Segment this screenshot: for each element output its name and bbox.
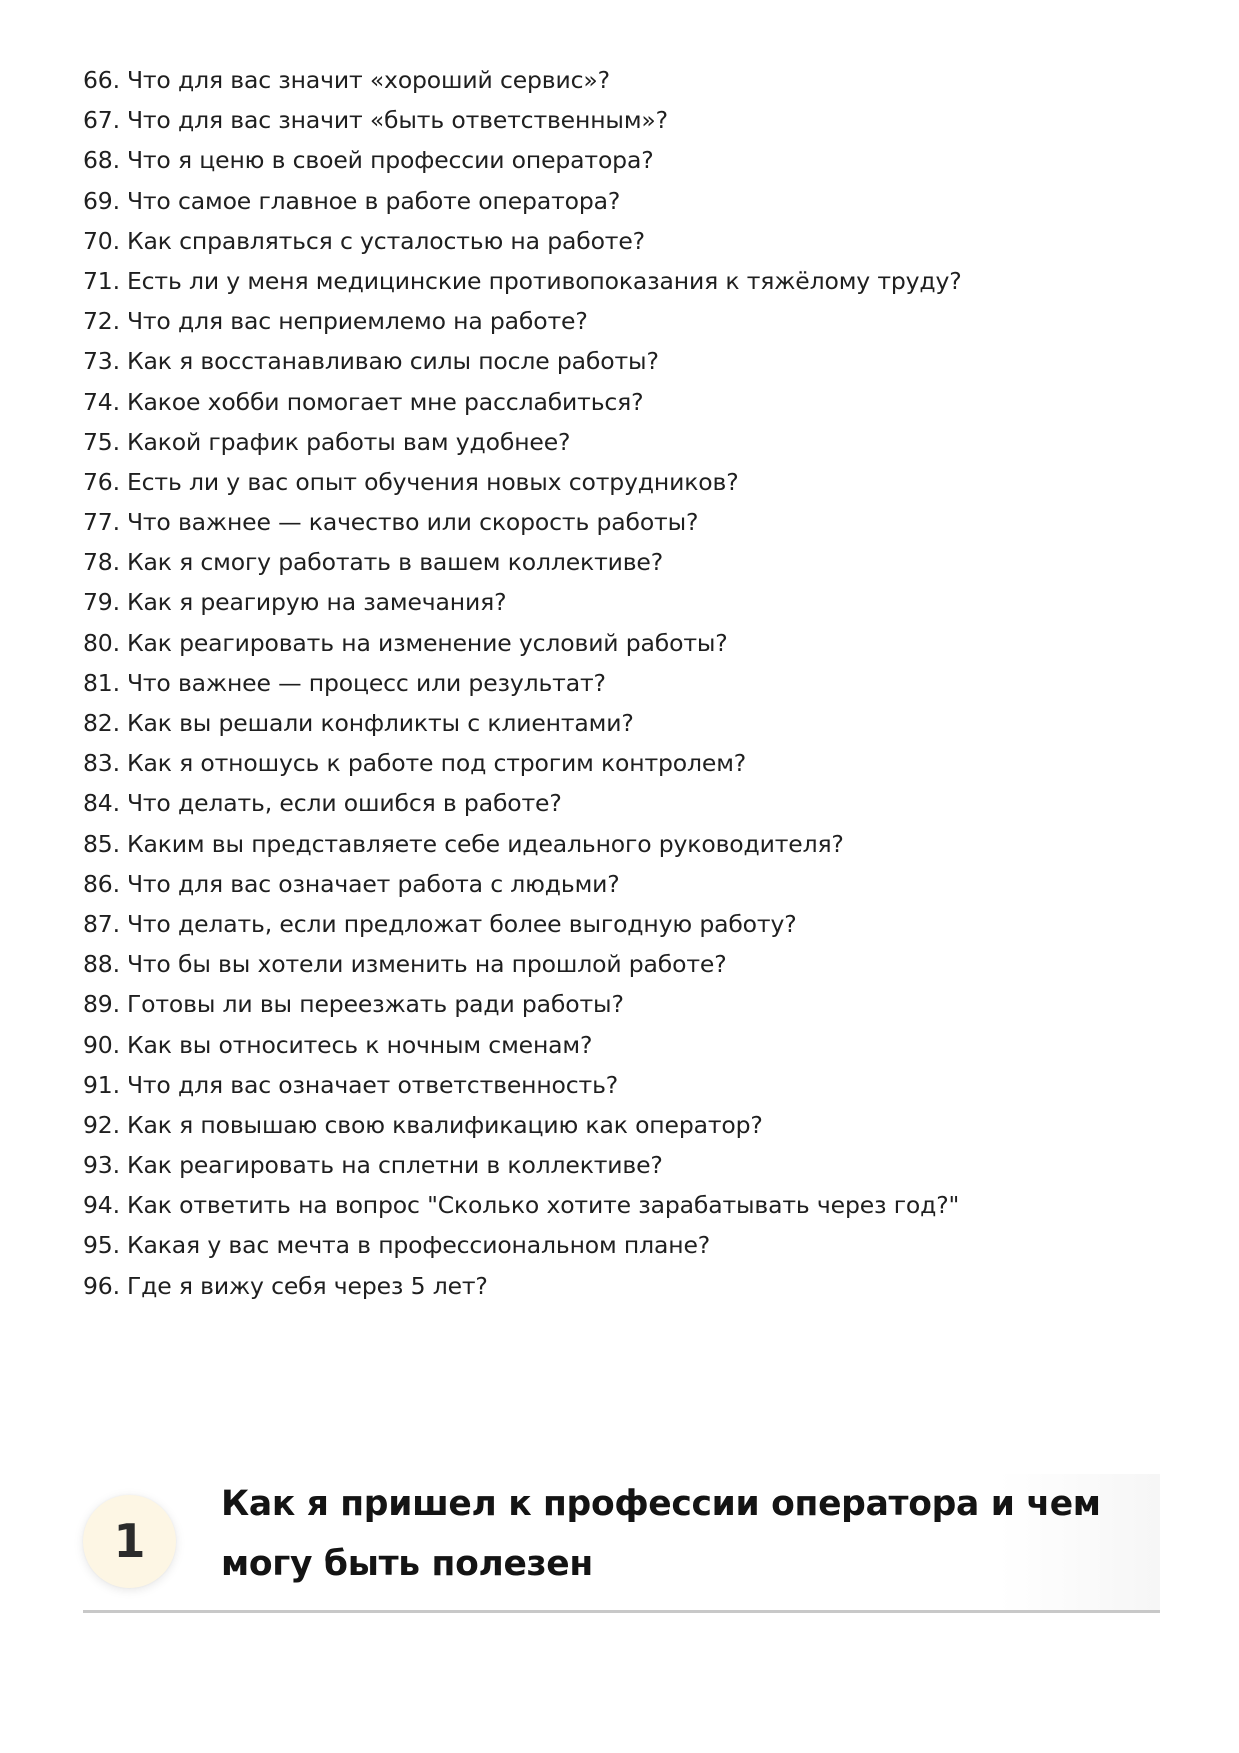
list-item [83, 341, 962, 381]
item-number: 79. [83, 588, 120, 617]
item-text: Как ответить на вопрос "Сколько хотите зарабатывать через год?" [126, 1191, 960, 1220]
item-text: Как вы относитесь к ночным сменам? [126, 1030, 593, 1059]
section-number-badge: 1 [83, 1495, 176, 1588]
list-item [83, 301, 962, 341]
list-item [83, 502, 962, 542]
item-text: Какое хобби помогает мне расслабиться? [126, 387, 644, 416]
list-item [83, 1225, 962, 1265]
item-text: Как я восстанавливаю силы после работы? [126, 347, 659, 376]
item-text: Как справляться с усталостью на работе? [126, 226, 645, 255]
list-item [83, 1065, 962, 1105]
item-text: Как реагировать на сплетни в коллективе? [126, 1151, 663, 1180]
item-number: 83. [83, 749, 120, 778]
list-item [83, 1185, 962, 1225]
item-number: 75. [83, 427, 120, 456]
item-text: Где я вижу себя через 5 лет? [126, 1271, 488, 1300]
item-text: Что для вас означает ответственность? [126, 1070, 619, 1099]
item-number: 91. [83, 1070, 120, 1099]
list-item [83, 984, 962, 1024]
item-number: 67. [83, 106, 120, 135]
item-text: Как я повышаю свою квалификацию как оператор? [126, 1110, 763, 1139]
item-text: Есть ли у вас опыт обучения новых сотрудников? [126, 467, 739, 496]
list-item [83, 542, 962, 582]
item-number: 94. [83, 1191, 120, 1220]
item-number: 73. [83, 347, 120, 376]
item-number: 92. [83, 1110, 120, 1139]
item-text: Как я отношусь к работе под строгим контролем? [126, 749, 747, 778]
list-item [83, 1025, 962, 1065]
list-item [83, 1266, 962, 1306]
item-number: 85. [83, 829, 120, 858]
list-item [83, 221, 962, 261]
item-text: Что делать, если предложат более выгодную работу? [126, 909, 797, 938]
item-text: Что для вас неприемлемо на работе? [126, 307, 588, 336]
item-text: Как я смогу работать в вашем коллективе? [126, 548, 664, 577]
item-text: Что я ценю в своей профессии оператора? [126, 146, 654, 175]
item-number: 78. [83, 548, 120, 577]
list-item [83, 944, 962, 984]
list-item [83, 743, 962, 783]
item-text: Какой график работы вам удобнее? [126, 427, 571, 456]
item-number: 84. [83, 789, 120, 818]
section-header [83, 1474, 1160, 1613]
item-number: 93. [83, 1151, 120, 1180]
item-text: Как вы решали конфликты с клиентами? [126, 709, 634, 737]
item-number: 68. [83, 146, 120, 175]
item-text: Есть ли у меня медицинские противопоказания к тяжёлому труду? [126, 266, 962, 295]
item-number: 66. [83, 66, 120, 94]
item-number: 77. [83, 508, 120, 537]
list-item [83, 582, 962, 622]
item-number: 71. [83, 266, 120, 295]
question-list [83, 60, 962, 1306]
list-item [83, 140, 962, 180]
item-text: Какая у вас мечта в профессиональном плане? [126, 1231, 711, 1260]
item-number: 82. [83, 709, 120, 737]
list-item [83, 60, 962, 100]
list-item [83, 703, 962, 743]
item-number: 90. [83, 1030, 120, 1059]
section-title: Как я пришел к профессии оператора и чем могу быть полезен [221, 1484, 1101, 1584]
item-text: Как реагировать на изменение условий работы? [126, 628, 728, 657]
item-text: Что для вас значит «быть ответственным»? [126, 106, 668, 135]
item-text: Каким вы представляете себе идеального руководителя? [126, 829, 844, 858]
item-text: Готовы ли вы переезжать ради работы? [126, 990, 624, 1019]
item-text: Что для вас означает работа с людьми? [126, 869, 620, 898]
list-item [83, 462, 962, 502]
item-number: 74. [83, 387, 120, 416]
list-item [83, 864, 962, 904]
item-number: 89. [83, 990, 120, 1019]
item-text: Как я реагирую на замечания? [126, 588, 507, 617]
list-item [83, 422, 962, 462]
item-text: Что важнее — процесс или результат? [126, 668, 606, 697]
item-text: Что бы вы хотели изменить на прошлой работе? [126, 950, 727, 979]
item-number: 88. [83, 950, 120, 979]
list-item [83, 623, 962, 663]
list-item [83, 1145, 962, 1185]
item-number: 81. [83, 668, 120, 697]
list-item [83, 181, 962, 221]
item-number: 70. [83, 226, 120, 255]
item-number: 87. [83, 909, 120, 938]
item-text: Что делать, если ошибся в работе? [126, 789, 562, 818]
list-item [83, 1105, 962, 1145]
list-item [83, 261, 962, 301]
item-number: 96. [83, 1271, 120, 1300]
item-text: Что для вас значит «хороший сервис»? [126, 66, 610, 94]
item-number: 95. [83, 1231, 120, 1260]
item-text: Что самое главное в работе оператора? [126, 186, 621, 215]
item-number: 86. [83, 869, 120, 898]
list-item [83, 382, 962, 422]
item-text: Что важнее — качество или скорость работы? [126, 508, 699, 537]
item-number: 72. [83, 307, 120, 336]
list-item [83, 783, 962, 823]
item-number: 69. [83, 186, 120, 215]
list-item [83, 100, 962, 140]
item-number: 80. [83, 628, 120, 657]
list-item [83, 663, 962, 703]
list-item [83, 824, 962, 864]
list-item [83, 904, 962, 944]
item-number: 76. [83, 467, 120, 496]
